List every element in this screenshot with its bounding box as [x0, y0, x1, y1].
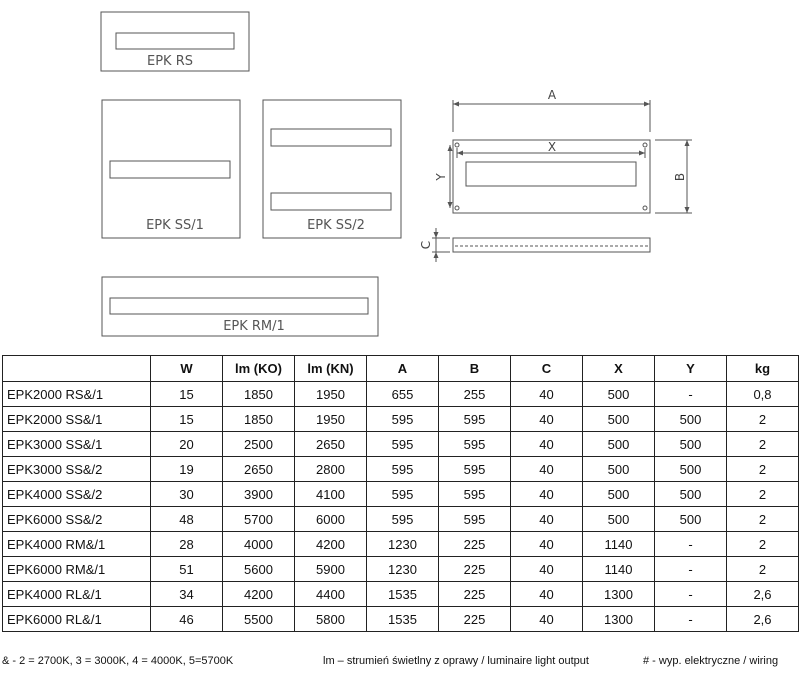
- table-cell: 5900: [295, 557, 367, 582]
- table-cell: 40: [511, 407, 583, 432]
- table-cell: -: [655, 607, 727, 632]
- table-cell: -: [655, 382, 727, 407]
- table-cell: 2: [727, 407, 799, 432]
- table-row: [3, 582, 799, 607]
- table-cell: 2,6: [727, 582, 799, 607]
- table-cell: 40: [511, 557, 583, 582]
- table-cell: 5800: [295, 607, 367, 632]
- table-cell: 595: [439, 457, 511, 482]
- table-cell: 19: [151, 457, 223, 482]
- table-header: lm (KN): [295, 356, 367, 382]
- product-code-cell: EPK3000 SS&/1: [3, 432, 151, 457]
- table-cell: 1300: [583, 582, 655, 607]
- table-cell: 655: [367, 382, 439, 407]
- table-cell: 5700: [223, 507, 295, 532]
- table-header: kg: [727, 356, 799, 382]
- table-cell: 2: [727, 507, 799, 532]
- table-cell: 500: [583, 482, 655, 507]
- table-cell: 500: [655, 432, 727, 457]
- product-code-cell: EPK6000 RL&/1: [3, 607, 151, 632]
- table-cell: 595: [439, 432, 511, 457]
- table-cell: 1535: [367, 607, 439, 632]
- dim-x-label: X: [547, 140, 557, 154]
- table-cell: 595: [367, 507, 439, 532]
- table-header: X: [583, 356, 655, 382]
- table-cell: 595: [367, 457, 439, 482]
- table-cell: 1140: [583, 557, 655, 582]
- table-cell: 2: [727, 432, 799, 457]
- table-cell: 6000: [295, 507, 367, 532]
- table-header: B: [439, 356, 511, 382]
- drawing-epk-ss1-label: EPK SS/1: [146, 218, 204, 233]
- table-cell: 1850: [223, 407, 295, 432]
- drawing-epk-rm1: [102, 277, 378, 336]
- table-header: W: [151, 356, 223, 382]
- table-cell: 595: [439, 482, 511, 507]
- table-cell: 2: [727, 482, 799, 507]
- table-cell: 5500: [223, 607, 295, 632]
- table-cell: 4400: [295, 582, 367, 607]
- dim-y-label: Y: [434, 173, 448, 181]
- drawing-epk-rs-label: EPK RS: [147, 54, 193, 69]
- table-cell: 2650: [223, 457, 295, 482]
- table-cell: 28: [151, 532, 223, 557]
- table-cell: 4200: [223, 582, 295, 607]
- dimension-front-view: [434, 88, 692, 213]
- dim-c-label: C: [419, 240, 433, 250]
- drawing-epk-rm1-label: EPK RM/1: [223, 319, 285, 334]
- table-cell: 2500: [223, 432, 295, 457]
- table-cell: 40: [511, 607, 583, 632]
- table-cell: 1140: [583, 532, 655, 557]
- table-cell: 34: [151, 582, 223, 607]
- table-cell: 40: [511, 382, 583, 407]
- table-cell: 225: [439, 582, 511, 607]
- table-row: [3, 607, 799, 632]
- table-cell: 595: [367, 432, 439, 457]
- table-cell: 51: [151, 557, 223, 582]
- table-cell: 40: [511, 457, 583, 482]
- table-cell: 500: [655, 507, 727, 532]
- table-cell: 5600: [223, 557, 295, 582]
- table-cell: 500: [655, 407, 727, 432]
- product-code-cell: EPK3000 SS&/2: [3, 457, 151, 482]
- table-cell: 2: [727, 457, 799, 482]
- product-code-cell: EPK4000 SS&/2: [3, 482, 151, 507]
- table-cell: 595: [439, 507, 511, 532]
- product-code-cell: EPK6000 RM&/1: [3, 557, 151, 582]
- table-cell: 40: [511, 432, 583, 457]
- table-cell: 1230: [367, 557, 439, 582]
- table-header-row: [3, 356, 799, 382]
- table-cell: 595: [367, 407, 439, 432]
- table-cell: 2: [727, 557, 799, 582]
- drawing-epk-ss2: [263, 100, 401, 238]
- table-cell: -: [655, 557, 727, 582]
- table-cell: -: [655, 582, 727, 607]
- table-row: [3, 507, 799, 532]
- table-cell: 0,8: [727, 382, 799, 407]
- table-cell: 500: [583, 432, 655, 457]
- drawing-epk-rs: [101, 12, 249, 71]
- table-cell: 225: [439, 607, 511, 632]
- table-cell: 595: [439, 407, 511, 432]
- table-cell: 1850: [223, 382, 295, 407]
- table-cell: 500: [583, 457, 655, 482]
- table-cell: 2: [727, 532, 799, 557]
- table-cell: -: [655, 532, 727, 557]
- table-cell: 15: [151, 407, 223, 432]
- footnote-luminous-flux: lm – strumień świetlny z oprawy / luminaire light output: [323, 655, 589, 667]
- table-cell: 4200: [295, 532, 367, 557]
- product-code-cell: EPK2000 SS&/1: [3, 407, 151, 432]
- table-header: A: [367, 356, 439, 382]
- table-row: [3, 382, 799, 407]
- table-row: [3, 557, 799, 582]
- table-header: lm (KO): [223, 356, 295, 382]
- table-cell: 2,6: [727, 607, 799, 632]
- table-cell: 225: [439, 532, 511, 557]
- spec-table: [2, 355, 799, 632]
- table-cell: 595: [367, 482, 439, 507]
- table-cell: 3900: [223, 482, 295, 507]
- table-header: Y: [655, 356, 727, 382]
- table-row: [3, 432, 799, 457]
- product-code-cell: EPK6000 SS&/2: [3, 507, 151, 532]
- table-header: [3, 356, 151, 382]
- table-cell: 40: [511, 532, 583, 557]
- table-cell: 20: [151, 432, 223, 457]
- table-cell: 4100: [295, 482, 367, 507]
- table-cell: 2650: [295, 432, 367, 457]
- table-row: [3, 457, 799, 482]
- table-cell: 48: [151, 507, 223, 532]
- table-row: [3, 482, 799, 507]
- table-cell: 500: [583, 407, 655, 432]
- table-cell: 255: [439, 382, 511, 407]
- table-cell: 40: [511, 482, 583, 507]
- footnote-color-temperature: & - 2 = 2700K, 3 = 3000K, 4 = 4000K, 5=5700K: [2, 655, 234, 667]
- dim-b-label: B: [673, 172, 687, 182]
- drawing-epk-ss2-label: EPK SS/2: [307, 218, 365, 233]
- table-header: C: [511, 356, 583, 382]
- table-cell: 1300: [583, 607, 655, 632]
- table-cell: 46: [151, 607, 223, 632]
- table-cell: 4000: [223, 532, 295, 557]
- table-cell: 500: [583, 382, 655, 407]
- table-cell: 500: [655, 457, 727, 482]
- table-row: [3, 407, 799, 432]
- table-cell: 30: [151, 482, 223, 507]
- table-cell: 1950: [295, 407, 367, 432]
- table-cell: 1950: [295, 382, 367, 407]
- drawing-epk-ss1: [102, 100, 240, 238]
- table-cell: 1535: [367, 582, 439, 607]
- table-cell: 40: [511, 582, 583, 607]
- table-cell: 15: [151, 382, 223, 407]
- table-cell: 500: [583, 507, 655, 532]
- product-code-cell: EPK2000 RS&/1: [3, 382, 151, 407]
- footnote-wiring: # - wyp. elektryczne / wiring: [643, 655, 779, 667]
- table-cell: 1230: [367, 532, 439, 557]
- product-code-cell: EPK4000 RL&/1: [3, 582, 151, 607]
- dimension-side-view: [419, 228, 650, 262]
- dim-a-label: A: [547, 88, 557, 102]
- product-code-cell: EPK4000 RM&/1: [3, 532, 151, 557]
- table-cell: 225: [439, 557, 511, 582]
- table-cell: 2800: [295, 457, 367, 482]
- table-cell: 40: [511, 507, 583, 532]
- table-cell: 500: [655, 482, 727, 507]
- table-row: [3, 532, 799, 557]
